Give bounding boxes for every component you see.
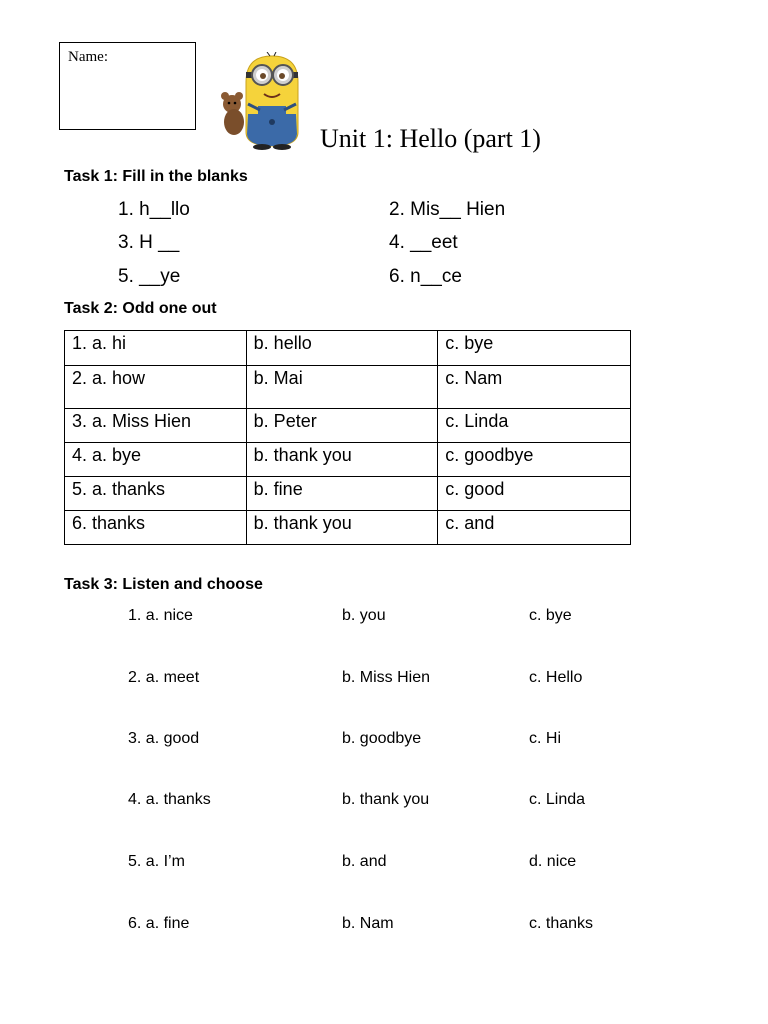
table-cell: b. thank you [246,511,438,545]
table-cell: 3. a. Miss Hien [65,409,247,443]
choice-c: c. Linda [529,791,586,808]
choice-a: 3. a. good [128,730,200,747]
table-cell: b. Mai [246,366,438,409]
table-row [65,511,631,545]
choice-a: 4. a. thanks [128,791,211,808]
choice-c: c. bye [529,607,572,624]
task1-heading: Task 1: Fill in the blanks [64,168,248,185]
table-cell: c. good [438,477,631,511]
table-row [65,366,631,409]
task1-item: 5. __ye [118,266,181,287]
choice-b: b. goodbye [342,730,422,747]
task1-item: 6. n__ce [389,266,462,287]
table-cell: b. thank you [246,443,438,477]
table-cell: b. Peter [246,409,438,443]
choice-c: c. Hello [529,669,583,686]
table-cell: c. Nam [438,366,631,409]
table-row [65,477,631,511]
task2-heading: Task 2: Odd one out [64,300,217,317]
table-cell: c. Linda [438,409,631,443]
table-cell: b. hello [246,331,438,366]
task1-item: 3. H __ [118,232,180,253]
choice-b: b. you [342,607,386,624]
choice-c: c. Hi [529,730,561,747]
table-cell: c. bye [438,331,631,366]
task3-heading: Task 3: Listen and choose [64,576,263,593]
choice-b: b. Nam [342,915,394,932]
table-cell: c. and [438,511,631,545]
table-cell: b. fine [246,477,438,511]
table-row [65,409,631,443]
task1-item: 1. h__llo [118,199,190,220]
choice-a: 5. a. I’m [128,853,185,870]
table-cell: 1. a. hi [65,331,247,366]
choice-b: b. thank you [342,791,430,808]
choice-d: d. nice [529,853,577,870]
table-cell: 2. a. how [65,366,247,409]
name-label: Name: [68,49,108,65]
table-cell: 4. a. bye [65,443,247,477]
table-row [65,443,631,477]
worksheet-title: Unit 1: Hello (part 1) [320,124,541,153]
choice-a: 1. a. nice [128,607,193,624]
table-row [65,331,631,366]
odd-one-out-table [64,330,631,545]
task1-item: 4. __eet [389,232,458,253]
table-cell: c. goodbye [438,443,631,477]
minion-illustration [212,52,320,150]
choice-b: b. Miss Hien [342,669,431,686]
task1-item: 2. Mis__ Hien [389,199,506,220]
choice-b: b. and [342,853,387,870]
name-box[interactable] [59,42,196,130]
choice-a: 2. a. meet [128,669,200,686]
table-cell: 6. thanks [65,511,247,545]
table-cell: 5. a. thanks [65,477,247,511]
choice-a: 6. a. fine [128,915,190,932]
choice-c: c. thanks [529,915,594,932]
